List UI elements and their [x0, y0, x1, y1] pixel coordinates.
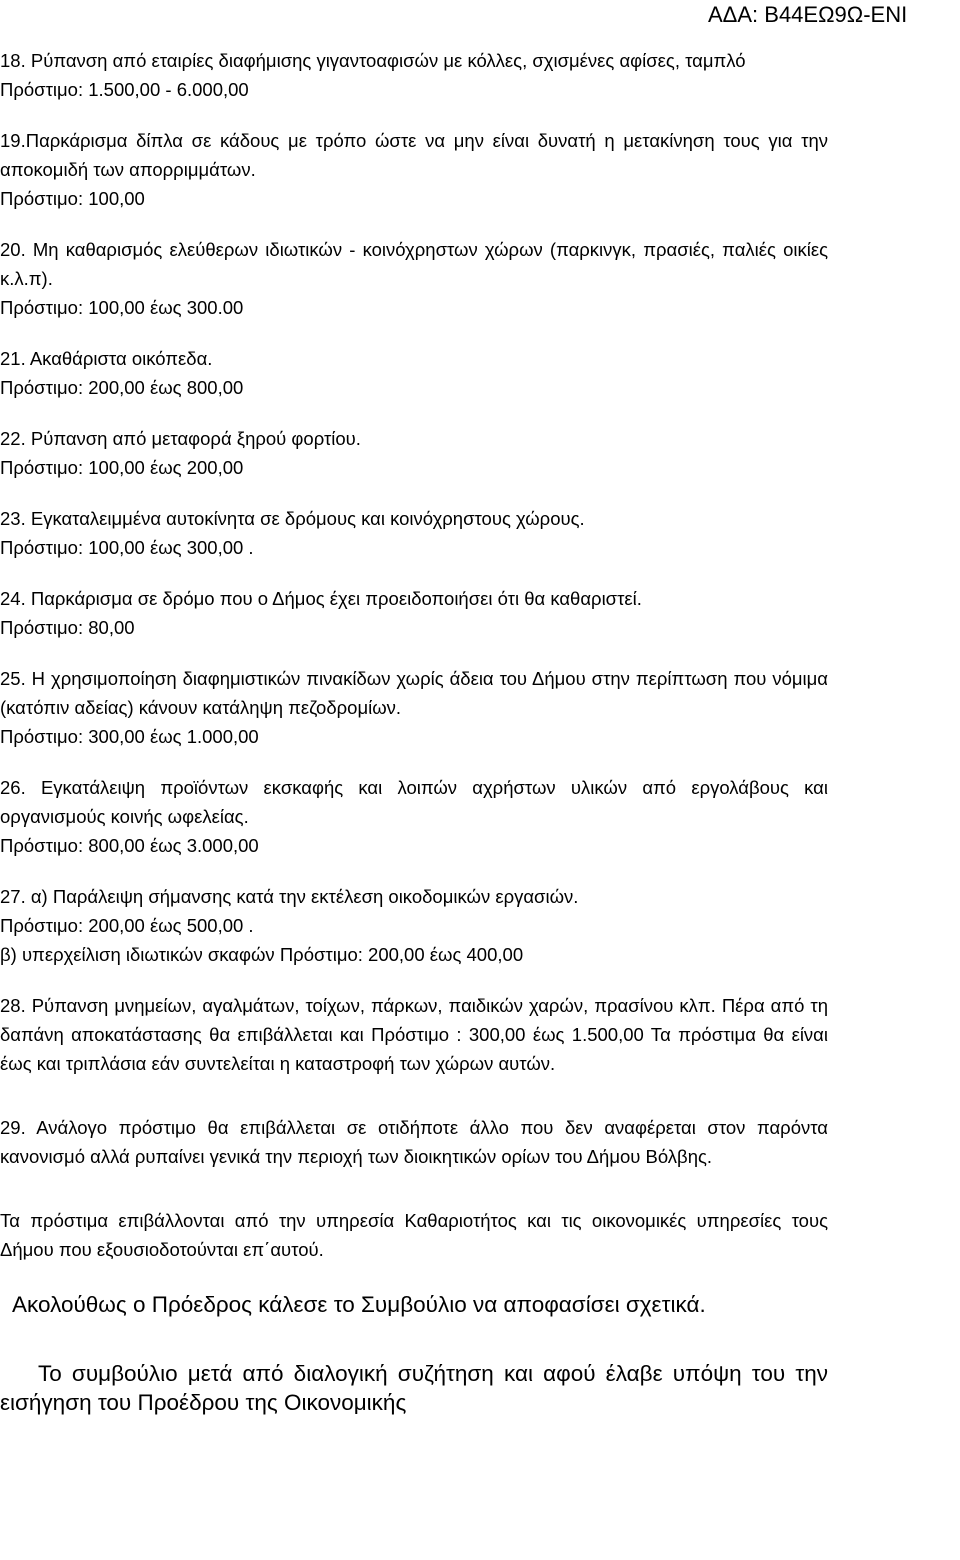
item-text: 22. Ρύπανση από μεταφορά ξηρού φορτίου. — [0, 428, 361, 449]
list-item — [0, 882, 828, 969]
fine-text: Πρόστιμο: 100,00 — [0, 188, 145, 209]
item-text: 23. Εγκαταλειμμένα αυτοκίνητα σε δρόμους και κοινόχρηστους χώρους. — [0, 508, 585, 529]
item-text: 27. α) Παράλειψη σήμανσης κατά την εκτέλεση οικοδομικών εργασιών. — [0, 886, 579, 907]
ada-code: ΑΔΑ: Β44ΕΩ9Ω-ΕΝΙ — [708, 2, 908, 27]
penalties-note-paragraph: Τα πρόστιμα επιβάλλονται από την υπηρεσία Καθαριοτήτος και τις οικονομικές υπηρεσίες τους Δήμου που εξουσιοδοτούνται επ΄αυτού. — [0, 1210, 828, 1260]
item-subtext: β) υπερχείλιση ιδιωτικών σκαφών Πρόστιμο: 200,00 έως 400,00 — [0, 944, 524, 965]
list-item — [0, 584, 828, 642]
item-text: 18. Ρύπανση από εταιρίες διαφήμισης γιγαντοαφισών με κόλλες, σχισμένες αφίσες, ταμπλό — [0, 50, 746, 71]
item-text: 21. Ακαθάριστα οικόπεδα. — [0, 348, 213, 369]
fine-text: Πρόστιμο: 300,00 έως 1.000,00 — [0, 726, 259, 747]
fine-text: Πρόστιμο: 100,00 έως 200,00 — [0, 457, 244, 478]
fine-text: Πρόστιμο: 800,00 έως 3.000,00 — [0, 835, 259, 856]
list-item — [0, 344, 828, 402]
fine-text: Πρόστιμο: 100,00 έως 300.00 — [0, 297, 244, 318]
list-item — [0, 773, 828, 860]
list-item — [0, 424, 828, 482]
council-paragraph — [0, 1359, 828, 1417]
fine-text: Πρόστιμο: 200,00 έως 500,00 . — [0, 915, 254, 936]
fine-text: Πρόστιμο: 1.500,00 - 6.000,00 — [0, 79, 249, 100]
item-28-paragraph: 28. Ρύπανση μνημείων, αγαλμάτων, τοίχων, πάρκων, παιδικών χαρών, πρασίνου κλπ. Πέρα από τη δαπάνη αποκατάστασης θα επιβάλλεται και Πρόστιμο : 300,00 έως 1.500,00 Τα πρόστιμα θα είναι έως και τριπλάσια εάν συντελείται η καταστροφή των χώρων αυτών. — [0, 995, 828, 1074]
list-item — [0, 46, 828, 104]
list-item — [0, 504, 828, 562]
council-text: Το συμβούλιο μετά από διαλογική συζήτηση και αφού έλαβε υπόψη του την εισήγηση του Προέδρου της Οικονομικής — [0, 1361, 828, 1415]
president-paragraph — [0, 1290, 828, 1319]
item-text: 26. Εγκατάλειψη προϊόντων εκσκαφής και λοιπών αχρήστων υλικών από εργολάβους και οργανισμούς κοινής ωφελείας. — [0, 777, 828, 827]
item-29-paragraph: 29. Ανάλογο πρόστιμο θα επιβάλλεται σε οτιδήποτε άλλο που δεν αναφέρεται στον παρόντα κανονισμό αλλά ρυπαίνει γενικά την περιοχή των διοικητικών ορίων του Δήμου Βόλβης. — [0, 1117, 828, 1167]
president-text: Ακολούθως ο Πρόεδρος κάλεσε το Συμβούλιο να αποφασίσει σχετικά. — [12, 1292, 706, 1317]
fine-text: Πρόστιμο: 80,00 — [0, 617, 135, 638]
item-text: 19.Παρκάρισμα δίπλα σε κάδους με τρόπο ώστε να μην είναι δυνατή η μετακίνηση τους για την αποκομιδή των απορριμμάτων. — [0, 130, 828, 180]
fine-text: Πρόστιμο: 100,00 έως 300,00 . — [0, 537, 254, 558]
list-item — [0, 664, 828, 751]
item-text: 25. Η χρησιμοποίηση διαφημιστικών πινακίδων χωρίς άδεια του Δήμου στην περίπτωση που νόμιμα (κατόπιν αδείας) κάνουν κατάληψη πεζοδρομίων. — [0, 668, 828, 718]
fine-text: Πρόστιμο: 200,00 έως 800,00 — [0, 377, 244, 398]
document-body — [0, 46, 828, 1417]
list-item — [0, 235, 828, 322]
item-text: 20. Μη καθαρισμός ελεύθερων ιδιωτικών - κοινόχρηστων χώρων (παρκινγκ, πρασιές, παλιές οικίες κ.λ.π). — [0, 239, 828, 289]
list-item — [0, 126, 828, 213]
item-text: 24. Παρκάρισμα σε δρόμο που ο Δήμος έχει προειδοποιήσει ότι θα καθαριστεί. — [0, 588, 642, 609]
